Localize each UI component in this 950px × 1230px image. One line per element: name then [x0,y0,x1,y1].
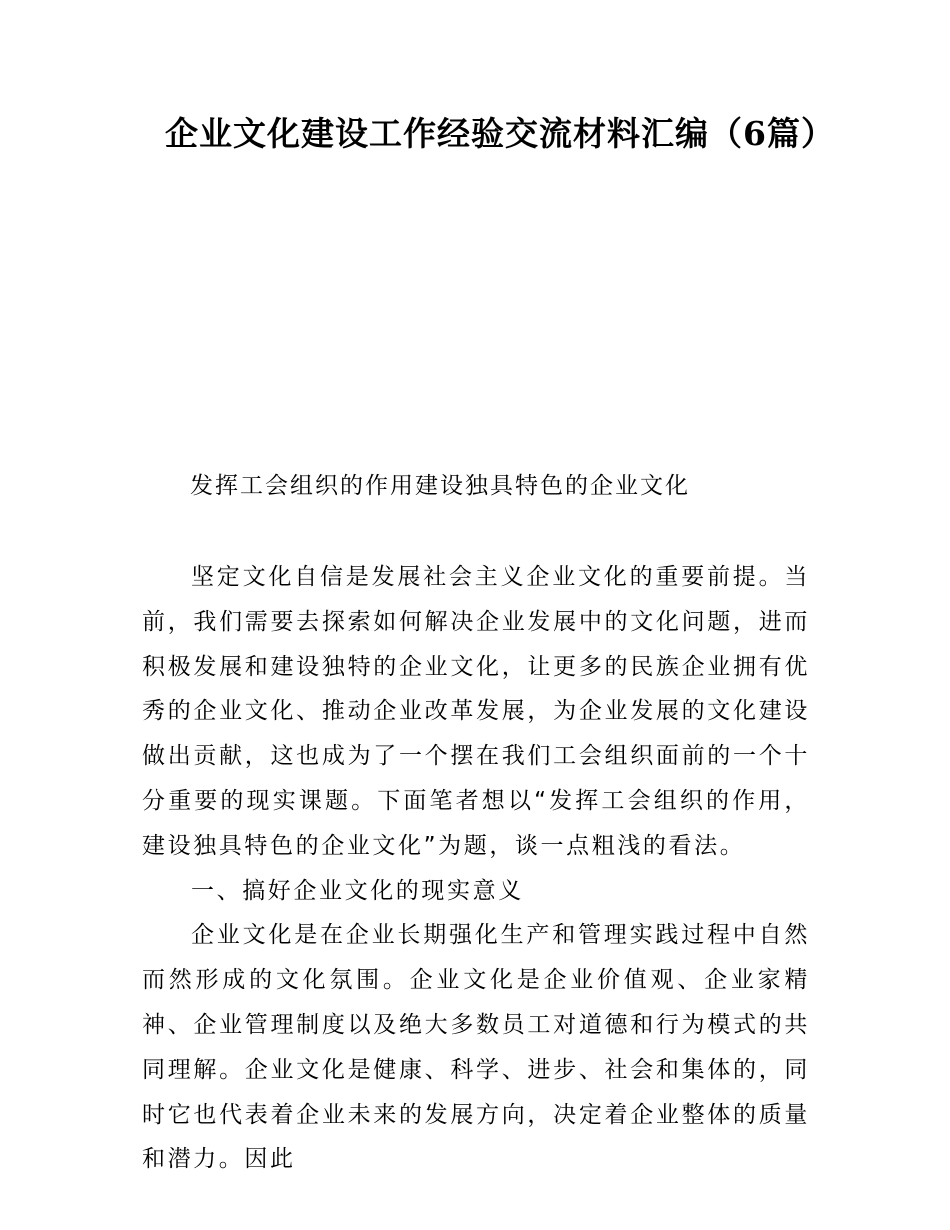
section-heading: 一、搞好企业文化的现实意义 [191,877,524,904]
paragraph-section-1: 企业文化是在企业长期强化生产和管理实践过程中自然而然形成的文化氛围。企业文化是企业价值观、企业家精神、企业管理制度以及绝大多数员工对道德和行为模式的共同理解。企业文化是健康、科学、进步、社会和集体的，同时它也代表着企业未来的发展方向，决定着企业整体的质量和潜力。因此 [142,922,810,1173]
paragraph-intro: 坚定文化自信是发展社会主义企业文化的重要前提。当前，我们需要去探索如何解决企业发展中的文化问题，进而积极发展和建设独特的企业文化，让更多的民族企业拥有优秀的企业文化、推动企业改革发展，为企业发展的文化建设做出贡献，这也成为了一个摆在我们工会组织面前的一个十分重要的现实课题。下面笔者想以“发挥工会组织的作用，建设独具特色的企业文化”为题，谈一点粗浅的看法。 [142,564,810,859]
document-subtitle: 发挥工会组织的作用建设独具特色的企业文化 [190,473,690,499]
document-body [142,555,810,1182]
document-title: 企业文化建设工作经验交流材料汇编（6篇） [165,114,835,153]
